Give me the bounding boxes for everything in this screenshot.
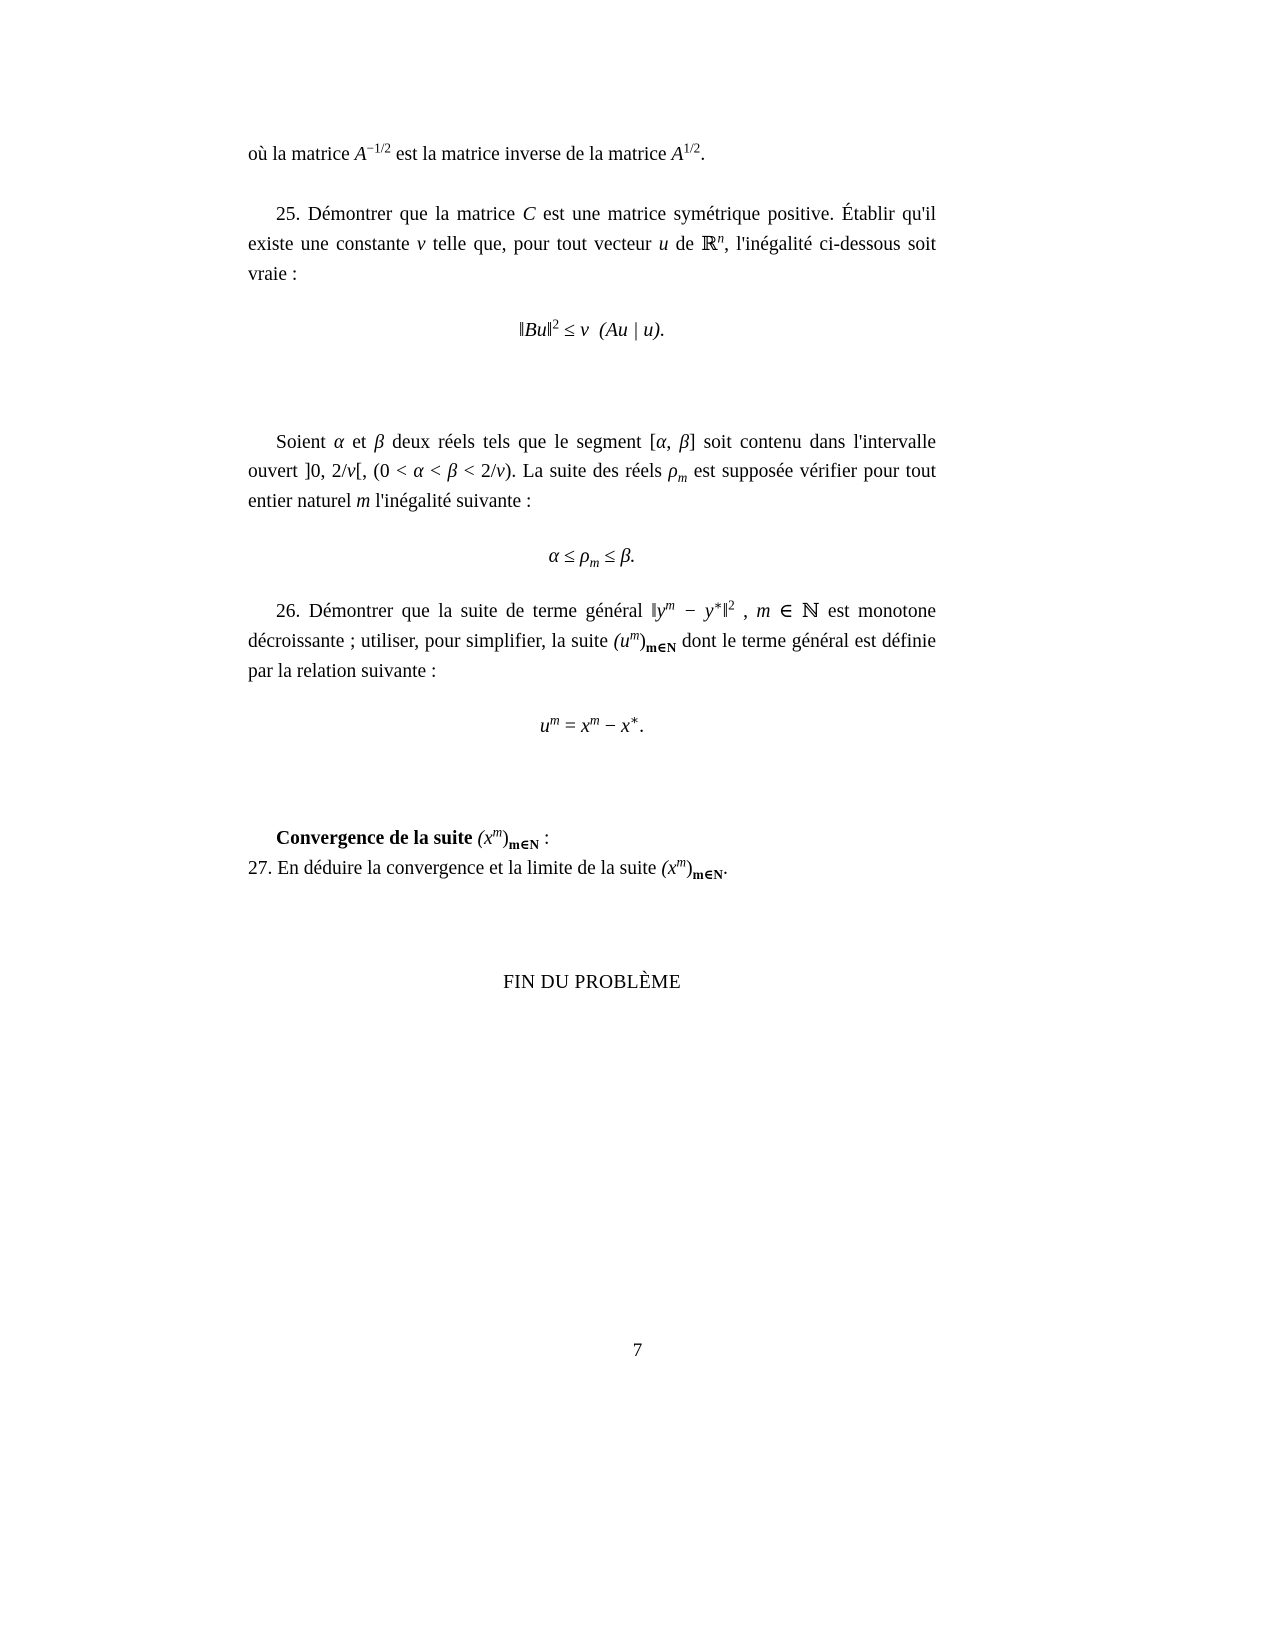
exponent: m [665,597,675,613]
exponent: −1/2 [366,140,391,156]
math-A-neg-half: $A^{-1/2}$ [354,140,391,165]
text-run: : [539,828,550,850]
exponent: 2 [552,315,560,331]
operator: − [599,715,621,738]
text-run: Démontrer que la suite de terme général [300,601,652,623]
subscript: m∈N [692,866,723,882]
math-alpha: α [333,431,345,453]
text-run: < [423,461,448,483]
text-run: En déduire la convergence et la limite de la suite [272,857,662,879]
text-run: ∈ [770,601,802,623]
text-run: . [722,857,728,879]
spacer [248,942,936,972]
exponent: 1/2 [683,140,701,156]
math-x: x [580,715,590,738]
spacer [248,766,936,824]
spacer [248,370,936,428]
exponent: m [492,824,503,840]
math-inner-product: (Au | u). [599,318,666,341]
text-run: est supposée vérifier pour tout entier naturel [248,461,936,512]
math-beta: β [374,431,385,453]
text-run: Soient [276,431,334,453]
section-heading-convergence [248,824,936,854]
text-run: telle que, pour tout vecteur [425,234,659,256]
exponent: ∗ [629,712,640,728]
text-run: est monotone décroissante ; utiliser, pour simplifier, la suite [248,601,936,652]
question-27 [248,854,936,884]
text-run: est la matrice inverse de la matrice [391,144,672,165]
math-sequence-xm: $(x^m)_{m\in N}$ [477,824,540,853]
relation: ≤ [564,318,576,341]
math-m: m [756,601,771,623]
math-u: u [539,715,550,738]
document-body [248,140,936,994]
exponent: m [549,712,560,728]
subscript: m [589,555,600,571]
math-norm-ym-ystar: $‖y^m$ − y∗‖$^2$ [651,597,735,623]
math-x-star: x [620,715,630,738]
math-m: m [356,490,371,512]
math-alpha: α [656,431,667,453]
text-run: ). La suite des réels [504,461,669,483]
text-run: où la matrice [248,144,355,165]
math-sequence-xm: $(x^m)_{m\in N}$ [661,854,723,882]
exponent: m [676,854,687,870]
math-beta: β. [620,545,636,568]
relation: ≤ [564,545,576,568]
text-run: . [700,144,706,165]
math-Bu: Bu [524,318,547,341]
subscript: m∈N [645,639,677,655]
equation-alpha-rho-beta [248,542,936,570]
math-N: ℕ [801,599,820,623]
page-number: 7 [632,1340,643,1361]
math-A-half: $A^{1/2}$ [671,140,701,165]
spacer [248,884,936,942]
text-run: , l'inégalité ci-dessous soit vraie : [248,234,937,285]
text-run: [, (0 < [355,461,414,483]
spacer [248,170,936,200]
question-25 [248,200,936,290]
exponent: ∗ [713,597,723,613]
math-nu: ν [416,234,426,256]
math-rho-m: $\rho_m$ [668,461,688,486]
question-26 [248,596,936,686]
text-run: de [668,234,702,256]
equation-Bu-norm: ‖Bu‖$^2$ ≤ ν (Au | u). [518,315,666,341]
section-title: Convergence de la suite [276,828,473,850]
paragraph-alpha-beta [248,428,936,517]
text-run: ] soit contenu dans l'intervalle ouvert ]0, 2/ [248,431,937,483]
subscript: m [677,470,688,486]
exponent: m [589,712,600,728]
end-of-problem-notice: FIN DU PROBLÈME [503,971,681,993]
relation: = [559,715,581,738]
math-nu: ν [346,461,356,483]
text-run: et [344,431,375,453]
text-run: , [734,601,757,623]
question-number: 27. [248,857,273,879]
exponent: n [717,230,725,246]
math-alpha: α [413,461,424,483]
text-run: l'inégalité suivante : [370,490,532,512]
text-run: Démontrer que la matrice [300,203,523,225]
exponent: m [629,627,640,643]
math-alpha: α [548,545,560,568]
question-number: 26. [276,601,301,623]
text-run: . [639,715,645,738]
relation: ≤ [604,545,616,568]
text-run: est une matrice symétrique positive. Établir qu'il existe une constante [248,203,936,256]
math-u: u [658,234,669,256]
equation-um-definition [248,712,936,740]
math-sequence-um: $(u^m)_{m\in N}$ [613,627,677,655]
text-run: , [666,431,680,453]
text-run: < 2/ [457,461,497,483]
math-rho-m: $\rho_m$ [580,545,600,571]
subscript: m∈N [508,837,540,853]
math-nu: ν [496,461,505,483]
math-nu: ν [580,318,590,341]
paragraph-matrix-inverse [248,140,936,170]
math-C: C [522,203,536,225]
math-R-n: ℝ$^n$ [701,230,725,256]
math-beta: β [447,461,458,483]
text-run: deux réels tels que le segment [ [384,431,657,453]
question-number: 25. [276,203,301,225]
exponent: 2 [728,597,735,613]
math-beta: β [679,431,690,453]
text-run: dont le terme général est définie par la relation suivante : [248,631,937,682]
